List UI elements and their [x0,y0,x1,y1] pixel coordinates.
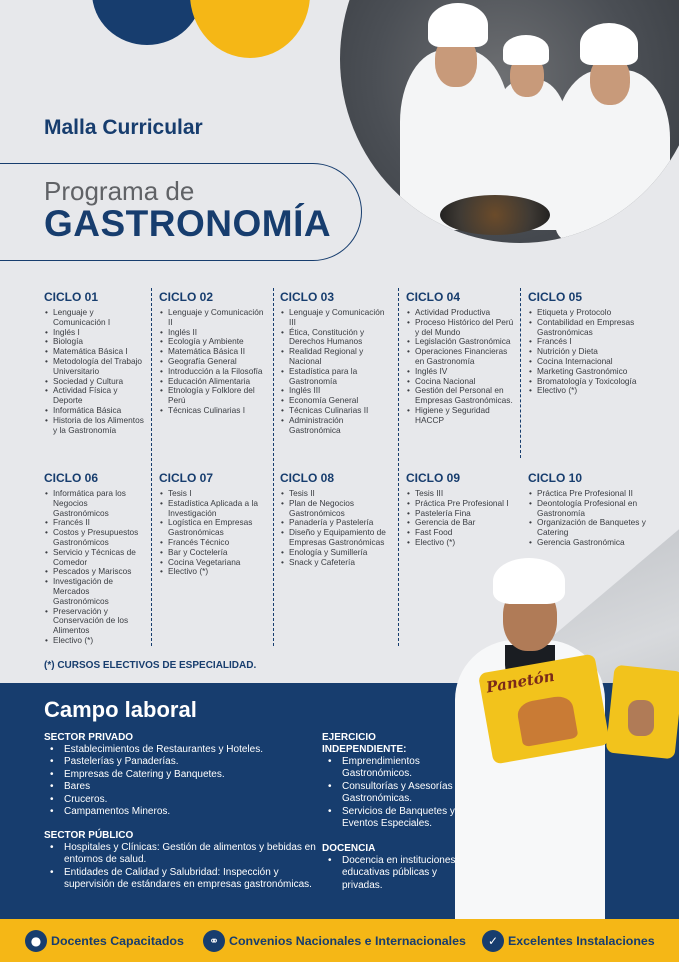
footer-docentes [25,919,184,962]
list-item: • Preservación y Conservación de los Alimentos [44,607,144,636]
list-item: • Bar y Coctelería [159,548,267,558]
list-item: • Tesis II [280,489,392,499]
list-item: • Deontología Profesional en Gastronomía [528,499,653,519]
ciclo-title: CICLO 07 [159,471,214,485]
sector-privado-list [44,744,314,818]
course-list [44,308,144,435]
teacher-icon: ● [25,930,47,952]
list-item: • Servicios de Banquetes y Eventos Especiales. [322,806,464,831]
ciclo-title: CICLO 03 [280,290,335,304]
electivos-note: (*) CURSOS ELECTIVOS DE ESPECIALIDAD. [44,660,257,671]
list-item: • Proceso Histórico del Perú y del Mundo [406,318,516,338]
sector-publico-heading: SECTOR PÚBLICO [44,830,134,841]
list-item: • Electivo (*) [528,386,638,396]
ciclo-title: CICLO 10 [528,471,583,485]
list-item: • Bares [44,781,314,793]
list-item: • Logística en Empresas Gastronómicas [159,518,267,538]
thumbs-up-hand [628,700,654,736]
list-item: • Historia de los Alimentos y la Gastronomía [44,416,144,436]
column-divider [520,288,521,458]
list-item: • Francés I [528,337,638,347]
list-item: • Informática Básica [44,406,144,416]
ciclo-title: CICLO 06 [44,471,99,485]
footer-instalaciones-label: Excelentes Instalaciones [508,933,655,948]
list-item: • Sociedad y Cultura [44,377,144,387]
list-item: • Matemática Básica I [44,347,144,357]
list-item: • Hospitales y Clínicas: Gestión de alimentos y bebidas en entornos de salud. [44,842,316,867]
list-item: • Emprendimientos Gastronómicos. [322,756,464,781]
list-item: • Enología y Sumillería [280,548,392,558]
ciclo-title: CICLO 02 [159,290,214,304]
hero-photo-chefs [340,0,679,243]
ciclo-04 [406,290,516,426]
sector-publico-list [44,842,316,892]
campo-laboral-title: Campo laboral [44,697,197,722]
list-item: • Docencia en instituciones educativas públicas y privadas. [322,855,464,892]
course-list [528,308,638,396]
list-item: • Inglés I [44,328,144,338]
list-item: • Práctica Pre Profesional I [406,499,520,509]
list-item: • Gerencia Gastronómica [528,538,653,548]
list-item: • Legislación Gastronómica [406,337,516,347]
footer-instalaciones [482,919,655,962]
list-item: • Técnicas Culinarias I [159,406,267,416]
list-item: • Inglés IV [406,367,516,377]
chef-hat [503,35,549,65]
ciclo-09 [406,471,520,548]
list-item: • Entidades de Calidad y Salubridad: Inspección y supervisión de estándares en empresas gastronómicas. [44,867,316,892]
decorative-yellow-circle [190,0,310,58]
docencia-list [322,855,464,892]
list-item: • Pastelería Fina [406,509,520,519]
footer-convenios [203,919,466,962]
column-divider [398,288,399,646]
list-item: • Metodología del Trabajo Universitario [44,357,144,377]
list-item: • Empresas de Catering y Banquetes. [44,769,314,781]
ciclo-06 [44,471,144,646]
list-item: • Gerencia de Bar [406,518,520,528]
list-item: • Investigación de Mercados Gastronómicos [44,577,144,606]
list-item: • Etiqueta y Protocolo [528,308,638,318]
ciclo-title: CICLO 01 [44,290,99,304]
docencia-heading: DOCENCIA [322,843,376,854]
list-item: • Electivo (*) [44,636,144,646]
list-item: • Operaciones Financieras en Gastronomía [406,347,516,367]
list-item: • Panadería y Pastelería [280,518,392,528]
list-item: • Inglés III [280,386,392,396]
paneton-label: Panetón [484,666,556,697]
list-item: • Lenguaje y Comunicación III [280,308,392,328]
list-item: • Cocina Nacional [406,377,516,387]
list-item: • Informática para los Negocios Gastronómicos [44,489,144,518]
ciclo-title: CICLO 08 [280,471,335,485]
list-item: • Cruceros. [44,794,314,806]
programa-de-title: Programa de [44,176,195,206]
ciclo-08 [280,471,392,567]
list-item: • Geografía General [159,357,267,367]
list-item: • Fast Food [406,528,520,538]
ciclo-07 [159,471,267,577]
ciclo-05 [528,290,638,396]
list-item: • Lenguaje y Comunicación I [44,308,144,328]
course-list [528,489,653,548]
paneton-bread-image [516,694,579,747]
course-list [44,489,144,646]
list-item: • Servicio y Técnicas de Comedor [44,548,144,568]
course-list [159,308,267,416]
list-item: • Etnología y Folklore del Perú [159,386,267,406]
list-item: • Educación Alimentaria [159,377,267,387]
list-item: • Francés II [44,518,144,528]
ciclo-01 [44,290,144,435]
chef-hat [428,3,488,47]
list-item: • Plan de Negocios Gastronómicos [280,499,392,519]
list-item: • Pastelerías y Panaderías. [44,756,314,768]
course-list [159,489,267,577]
course-list [406,308,516,426]
list-item: • Matemática Básica II [159,347,267,357]
course-list [406,489,520,548]
ciclo-title: CICLO 09 [406,471,461,485]
list-item: • Inglés II [159,328,267,338]
list-item: • Economía General [280,396,392,406]
ciclo-10 [528,471,653,548]
decorative-blue-circle [92,0,202,45]
footer-bar [0,919,679,962]
handshake-icon: ⚭ [203,930,225,952]
list-item: • Establecimientos de Restaurantes y Hoteles. [44,744,314,756]
list-item: • Biología [44,337,144,347]
list-item: • Francés Técnico [159,538,267,548]
list-item: • Práctica Pre Profesional II [528,489,653,499]
list-item: • Ecología y Ambiente [159,337,267,347]
list-item: • Lenguaje y Comunicación II [159,308,267,328]
list-item: • Cocina Internacional [528,357,638,367]
ciclo-title: CICLO 04 [406,290,461,304]
ejercicio-independiente-list [322,756,464,830]
footer-convenios-label: Convenios Nacionales e Internacionales [229,933,466,948]
list-item: • Realidad Regional y Nacional [280,347,392,367]
malla-curricular-title: Malla Curricular [44,116,203,139]
list-item: • Nutrición y Dieta [528,347,638,357]
frying-pan [440,195,550,235]
list-item: • Costos y Presupuestos Gastronómicos [44,528,144,548]
list-item: • Actividad Física y Deporte [44,386,144,406]
list-item: • Tesis I [159,489,267,499]
ciclo-03 [280,290,392,435]
column-divider [273,288,274,646]
list-item: • Introducción a la Filosofía [159,367,267,377]
list-item: • Higiene y Seguridad HACCP [406,406,516,426]
list-item: • Administración Gastronómica [280,416,392,436]
list-item: • Estadística Aplicada a la Investigación [159,499,267,519]
list-item: • Técnicas Culinarias II [280,406,392,416]
list-item: • Ética, Constitución y Derechos Humanos [280,328,392,348]
list-item: • Cocina Vegetariana [159,558,267,568]
list-item: • Snack y Cafetería [280,558,392,568]
list-item: • Campamentos Mineros. [44,806,314,818]
chef-hat [580,23,638,65]
course-list [280,308,392,435]
gastronomia-title: GASTRONOMÍA [44,203,332,244]
check-icon: ✓ [482,930,504,952]
footer-docentes-label: Docentes Capacitados [51,933,184,948]
list-item: • Actividad Productiva [406,308,516,318]
course-list [280,489,392,567]
list-item: • Marketing Gastronómico [528,367,638,377]
ejercicio-independiente-heading: EJERCICIO INDEPENDIENTE: [322,732,407,755]
sector-privado-heading: SECTOR PRIVADO [44,732,134,743]
ciclo-02 [159,290,267,416]
list-item: • Tesis III [406,489,520,499]
list-item: • Gestión del Personal en Empresas Gastronómicas. [406,386,516,406]
list-item: • Contabilidad en Empresas Gastronómicas [528,318,638,338]
column-divider [151,288,152,646]
chef-hat [493,558,565,604]
list-item: • Consultorías y Asesorías Gastronómicas. [322,781,464,806]
list-item: • Diseño y Equipamiento de Empresas Gastronómicas [280,528,392,548]
list-item: • Electivo (*) [406,538,520,548]
list-item: • Electivo (*) [159,567,267,577]
list-item: • Organización de Banquetes y Catering [528,518,653,538]
list-item: • Estadística para la Gastronomía [280,367,392,387]
list-item: • Pescados y Mariscos [44,567,144,577]
list-item: • Bromatología y Toxicología [528,377,638,387]
ciclo-title: CICLO 05 [528,290,583,304]
